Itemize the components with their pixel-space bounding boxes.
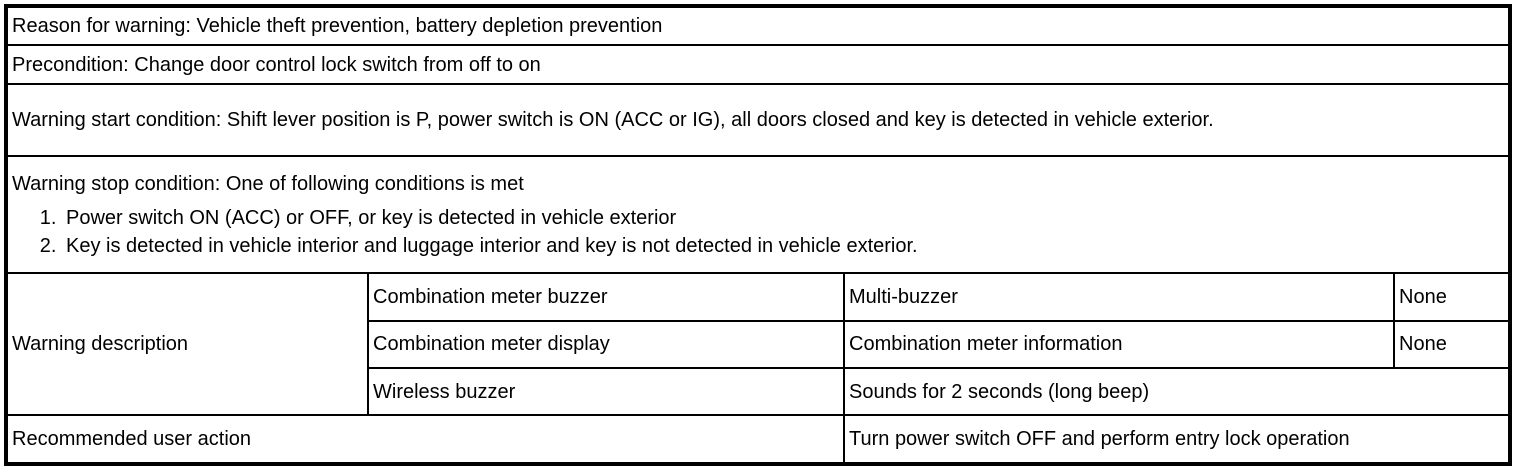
warning-type-cell: Sounds for 2 seconds (long beep) <box>844 368 1510 415</box>
stop-condition-row <box>6 156 1510 273</box>
warning-value-cell: None <box>1394 273 1510 320</box>
stop-condition-item-1: 1. Power switch ON (ACC) or OFF, or key is detected in vehicle exterior <box>62 204 1504 232</box>
precondition-row <box>6 45 1510 83</box>
start-condition-cell: Warning start condition: Shift lever position is P, power switch is ON (ACC or IG), all doors closed and key is detected in vehicle exterior. <box>6 84 1510 156</box>
warning-description-label: Warning description <box>6 273 368 415</box>
warning-type-cell: Multi-buzzer <box>844 273 1394 320</box>
warning-device-cell: Wireless buzzer <box>368 368 844 415</box>
warning-type-cell: Combination meter information <box>844 321 1394 368</box>
recommended-value: Turn power switch OFF and perform entry lock operation <box>844 415 1510 464</box>
warning-spec-table <box>4 4 1512 466</box>
warning-description-row-1 <box>6 273 1510 320</box>
recommended-row <box>6 415 1510 464</box>
stop-condition-cell <box>6 156 1510 273</box>
warning-device-cell: Combination meter buzzer <box>368 273 844 320</box>
precondition-cell: Precondition: Change door control lock switch from off to on <box>6 45 1510 83</box>
recommended-label: Recommended user action <box>6 415 844 464</box>
start-condition-row <box>6 84 1510 156</box>
warning-value-cell: None <box>1394 321 1510 368</box>
stop-condition-item-2: 2. Key is detected in vehicle interior and luggage interior and key is not detected in vehicle exterior. <box>62 232 1504 260</box>
reason-row <box>6 6 1510 45</box>
reason-cell: Reason for warning: Vehicle theft prevention, battery depletion prevention <box>6 6 1510 45</box>
stop-condition-list <box>12 204 1504 260</box>
warning-device-cell: Combination meter display <box>368 321 844 368</box>
stop-condition-title: Warning stop condition: One of following conditions is met <box>12 172 524 195</box>
